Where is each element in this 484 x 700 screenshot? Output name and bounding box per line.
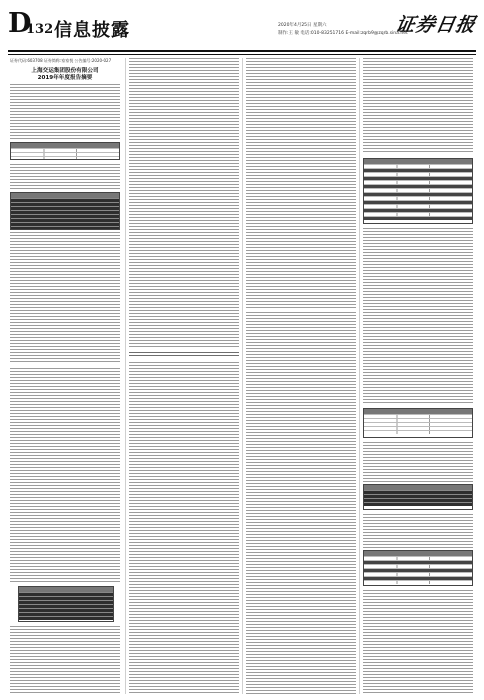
column-3 <box>246 58 356 694</box>
editor-line: 制作:王 敏 电话:010-83251716 E-mail:zqrb9@zqrb.sina.net <box>278 31 408 36</box>
data-table <box>10 192 120 230</box>
column-1 <box>10 58 120 694</box>
text-block <box>246 312 356 694</box>
data-table <box>18 586 114 622</box>
text-block <box>246 58 356 308</box>
report-title: 2019年年度报告摘要 <box>37 75 93 81</box>
column-2 <box>129 58 239 694</box>
text-block <box>129 58 239 348</box>
header-rule-thin <box>8 54 476 55</box>
announcement-code-line: 证券代码:603708 证券简称:家家悦 公告编号:2020-027 <box>10 58 112 63</box>
header-rule-thick <box>8 50 476 52</box>
date-line: 2020年4月25日 星期六 <box>278 23 327 28</box>
announcement-title <box>10 68 120 82</box>
masthead <box>8 8 476 52</box>
text-block <box>363 58 473 154</box>
text-block <box>10 368 120 584</box>
text-block <box>363 228 473 404</box>
data-table <box>363 408 473 438</box>
column-divider <box>242 58 243 694</box>
company-name: 上海交运集团股份有限公司 <box>31 68 99 74</box>
data-table <box>363 158 473 224</box>
page-number: 132 <box>26 22 54 37</box>
text-block <box>129 362 239 694</box>
text-block <box>10 626 120 694</box>
text-block <box>10 84 120 140</box>
section-title: 信息披露 <box>54 20 130 41</box>
data-table <box>363 484 473 510</box>
column-4 <box>363 58 473 694</box>
text-block <box>363 442 473 482</box>
paper-logo: 证券日报 <box>393 14 478 36</box>
text-block <box>10 232 120 364</box>
text-block <box>129 352 239 358</box>
column-divider <box>359 58 360 694</box>
section-letter: D <box>8 8 32 39</box>
text-block <box>363 590 473 694</box>
data-table <box>10 142 120 160</box>
data-table <box>363 550 473 586</box>
text-block <box>363 514 473 548</box>
column-divider <box>125 58 126 694</box>
text-block <box>10 164 120 190</box>
